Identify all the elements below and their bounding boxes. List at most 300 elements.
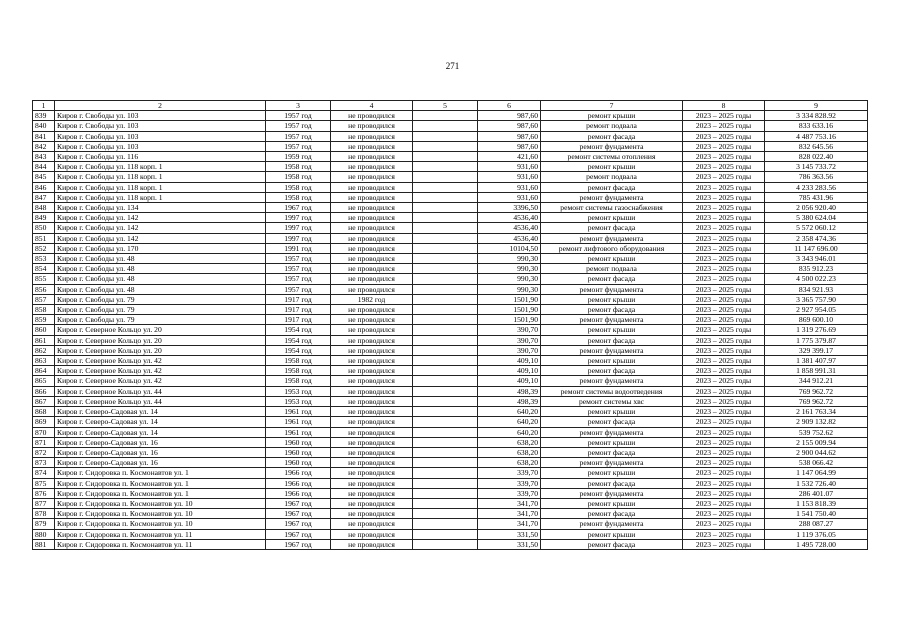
area-cell: 390,70	[478, 345, 541, 355]
period-cell: 2023 – 2025 годы	[683, 539, 765, 549]
last-repair-cell: не проводился	[331, 325, 413, 335]
row-number: 873	[33, 458, 55, 468]
build-year-cell: 1917 год	[266, 305, 331, 315]
work-type-cell: ремонт фасада	[541, 509, 683, 519]
work-type-cell: ремонт фасада	[541, 223, 683, 233]
build-year-cell: 1991 год	[266, 243, 331, 253]
work-type-cell: ремонт фундамента	[541, 141, 683, 151]
cost-cell: 3 343 946.01	[765, 254, 868, 264]
address-cell: Киров г. Свободы ул. 142	[55, 233, 266, 243]
header-row	[33, 101, 868, 111]
last-repair-cell: не проводился	[331, 366, 413, 376]
cost-cell: 2 900 044.62	[765, 447, 868, 457]
area-cell: 10104,50	[478, 243, 541, 253]
area-cell: 341,70	[478, 498, 541, 508]
work-type-cell: ремонт фасада	[541, 539, 683, 549]
area-cell: 390,70	[478, 325, 541, 335]
column-5-cell	[413, 223, 478, 233]
cost-cell: 288 087.27	[765, 519, 868, 529]
last-repair-cell: не проводился	[331, 539, 413, 549]
cost-cell: 4 500 022.23	[765, 274, 868, 284]
build-year-cell: 1917 год	[266, 315, 331, 325]
area-cell: 421,60	[478, 152, 541, 162]
area-cell: 931,60	[478, 192, 541, 202]
table-row	[33, 458, 868, 468]
work-type-cell: ремонт фасада	[541, 274, 683, 284]
build-year-cell: 1966 год	[266, 488, 331, 498]
column-5-cell	[413, 468, 478, 478]
table-row	[33, 396, 868, 406]
period-cell: 2023 – 2025 годы	[683, 274, 765, 284]
period-cell: 2023 – 2025 годы	[683, 447, 765, 457]
last-repair-cell: не проводился	[331, 111, 413, 121]
last-repair-cell: не проводился	[331, 427, 413, 437]
work-type-cell: ремонт крыши	[541, 325, 683, 335]
row-number: 881	[33, 539, 55, 549]
work-type-cell: ремонт фундамента	[541, 427, 683, 437]
period-cell: 2023 – 2025 годы	[683, 203, 765, 213]
area-cell: 640,20	[478, 417, 541, 427]
address-cell: Киров г. Свободы ул. 118 корп. 1	[55, 172, 266, 182]
period-cell: 2023 – 2025 годы	[683, 141, 765, 151]
work-type-cell: ремонт фасада	[541, 305, 683, 315]
cost-cell: 538 066.42	[765, 458, 868, 468]
table-row	[33, 264, 868, 274]
period-cell: 2023 – 2025 годы	[683, 152, 765, 162]
column-5-cell	[413, 203, 478, 213]
column-5-cell	[413, 182, 478, 192]
period-cell: 2023 – 2025 годы	[683, 121, 765, 131]
column-5-cell	[413, 437, 478, 447]
address-cell: Киров г. Северное Кольцо ул. 44	[55, 396, 266, 406]
table-row	[33, 294, 868, 304]
build-year-cell: 1953 год	[266, 386, 331, 396]
build-year-cell: 1957 год	[266, 131, 331, 141]
column-5-cell	[413, 121, 478, 131]
last-repair-cell: не проводился	[331, 264, 413, 274]
column-5-cell	[413, 386, 478, 396]
work-type-cell: ремонт крыши	[541, 468, 683, 478]
work-type-cell: ремонт крыши	[541, 529, 683, 539]
work-type-cell: ремонт крыши	[541, 407, 683, 417]
cost-cell: 1 775 379.87	[765, 335, 868, 345]
work-type-cell: ремонт фасада	[541, 417, 683, 427]
header-col-3: 3	[266, 101, 331, 111]
table-row	[33, 284, 868, 294]
address-cell: Киров г. Свободы ул. 118 корп. 1	[55, 162, 266, 172]
column-5-cell	[413, 141, 478, 151]
last-repair-cell: не проводился	[331, 488, 413, 498]
cost-cell: 1 858 991.31	[765, 366, 868, 376]
period-cell: 2023 – 2025 годы	[683, 305, 765, 315]
area-cell: 409,10	[478, 366, 541, 376]
last-repair-cell: не проводился	[331, 254, 413, 264]
area-cell: 638,20	[478, 447, 541, 457]
last-repair-cell: не проводился	[331, 417, 413, 427]
cost-cell: 3 365 757.90	[765, 294, 868, 304]
work-type-cell: ремонт крыши	[541, 111, 683, 121]
row-number: 872	[33, 447, 55, 457]
last-repair-cell: не проводился	[331, 529, 413, 539]
table-row	[33, 213, 868, 223]
area-cell: 640,20	[478, 427, 541, 437]
address-cell: Киров г. Свободы ул. 48	[55, 254, 266, 264]
table-row	[33, 162, 868, 172]
column-5-cell	[413, 254, 478, 264]
row-number: 861	[33, 335, 55, 345]
area-cell: 498,39	[478, 396, 541, 406]
row-number: 863	[33, 356, 55, 366]
last-repair-cell: не проводился	[331, 274, 413, 284]
work-type-cell: ремонт фундамента	[541, 284, 683, 294]
work-type-cell: ремонт фасада	[541, 131, 683, 141]
address-cell: Киров г. Свободы ул. 170	[55, 243, 266, 253]
header-col-9: 9	[765, 101, 868, 111]
table-row	[33, 152, 868, 162]
period-cell: 2023 – 2025 годы	[683, 509, 765, 519]
table-row	[33, 335, 868, 345]
cost-cell: 769 962.72	[765, 396, 868, 406]
row-number: 880	[33, 529, 55, 539]
table-row	[33, 121, 868, 131]
area-cell: 638,20	[478, 437, 541, 447]
address-cell: Киров г. Сидоровка п. Космонавтов ул. 10	[55, 498, 266, 508]
last-repair-cell: не проводился	[331, 284, 413, 294]
address-cell: Киров г. Сидоровка п. Космонавтов ул. 1	[55, 478, 266, 488]
address-cell: Киров г. Северо-Садовая ул. 16	[55, 447, 266, 457]
address-cell: Киров г. Свободы ул. 142	[55, 223, 266, 233]
table-row	[33, 345, 868, 355]
column-5-cell	[413, 213, 478, 223]
cost-cell: 1 153 818.39	[765, 498, 868, 508]
period-cell: 2023 – 2025 годы	[683, 254, 765, 264]
cost-cell: 869 600.10	[765, 315, 868, 325]
page-number: 271	[445, 61, 460, 71]
column-5-cell	[413, 498, 478, 508]
cost-cell: 3 145 733.72	[765, 162, 868, 172]
table-row	[33, 141, 868, 151]
table-row	[33, 315, 868, 325]
column-5-cell	[413, 509, 478, 519]
area-cell: 931,60	[478, 182, 541, 192]
address-cell: Киров г. Свободы ул. 79	[55, 294, 266, 304]
address-cell: Киров г. Свободы ул. 79	[55, 315, 266, 325]
area-cell: 341,70	[478, 519, 541, 529]
area-cell: 1501,90	[478, 294, 541, 304]
period-cell: 2023 – 2025 годы	[683, 284, 765, 294]
row-number: 839	[33, 111, 55, 121]
work-type-cell: ремонт крыши	[541, 254, 683, 264]
address-cell: Киров г. Свободы ул. 103	[55, 141, 266, 151]
build-year-cell: 1958 год	[266, 172, 331, 182]
column-5-cell	[413, 325, 478, 335]
build-year-cell: 1960 год	[266, 437, 331, 447]
work-type-cell: ремонт фасада	[541, 182, 683, 192]
period-cell: 2023 – 2025 годы	[683, 356, 765, 366]
area-cell: 409,10	[478, 376, 541, 386]
work-type-cell: ремонт подвала	[541, 172, 683, 182]
area-cell: 498,39	[478, 386, 541, 396]
last-repair-cell: не проводился	[331, 162, 413, 172]
last-repair-cell: не проводился	[331, 498, 413, 508]
work-type-cell: ремонт крыши	[541, 162, 683, 172]
cost-cell: 5 380 624.04	[765, 213, 868, 223]
cost-cell: 11 147 696.00	[765, 243, 868, 253]
build-year-cell: 1960 год	[266, 447, 331, 457]
address-cell: Киров г. Свободы ул. 118 корп. 1	[55, 192, 266, 202]
cost-cell: 835 912.23	[765, 264, 868, 274]
period-cell: 2023 – 2025 годы	[683, 407, 765, 417]
build-year-cell: 1967 год	[266, 203, 331, 213]
table-row	[33, 447, 868, 457]
build-year-cell: 1961 год	[266, 407, 331, 417]
cost-cell: 5 572 060.12	[765, 223, 868, 233]
row-number: 870	[33, 427, 55, 437]
last-repair-cell: не проводился	[331, 213, 413, 223]
table-row	[33, 223, 868, 233]
table-row	[33, 274, 868, 284]
table-row	[33, 376, 868, 386]
build-year-cell: 1967 год	[266, 509, 331, 519]
work-type-cell: ремонт системы отопления	[541, 152, 683, 162]
period-cell: 2023 – 2025 годы	[683, 162, 765, 172]
area-cell: 390,70	[478, 335, 541, 345]
table-row	[33, 437, 868, 447]
build-year-cell: 1957 год	[266, 111, 331, 121]
area-cell: 987,60	[478, 141, 541, 151]
period-cell: 2023 – 2025 годы	[683, 233, 765, 243]
period-cell: 2023 – 2025 годы	[683, 111, 765, 121]
cost-cell: 539 752.62	[765, 427, 868, 437]
build-year-cell: 1966 год	[266, 468, 331, 478]
last-repair-cell: не проводился	[331, 152, 413, 162]
header-col-7: 7	[541, 101, 683, 111]
last-repair-cell: не проводился	[331, 345, 413, 355]
build-year-cell: 1958 год	[266, 162, 331, 172]
column-5-cell	[413, 366, 478, 376]
period-cell: 2023 – 2025 годы	[683, 192, 765, 202]
work-type-cell: ремонт лифтового оборудования	[541, 243, 683, 253]
row-number: 867	[33, 396, 55, 406]
period-cell: 2023 – 2025 годы	[683, 325, 765, 335]
cost-cell: 1 381 407.97	[765, 356, 868, 366]
column-5-cell	[413, 274, 478, 284]
cost-cell: 2 161 763.34	[765, 407, 868, 417]
row-number: 865	[33, 376, 55, 386]
period-cell: 2023 – 2025 годы	[683, 264, 765, 274]
row-number: 853	[33, 254, 55, 264]
work-type-cell: ремонт подвала	[541, 264, 683, 274]
header-col-5: 5	[413, 101, 478, 111]
column-5-cell	[413, 315, 478, 325]
period-cell: 2023 – 2025 годы	[683, 335, 765, 345]
period-cell: 2023 – 2025 годы	[683, 294, 765, 304]
table-row	[33, 243, 868, 253]
period-cell: 2023 – 2025 годы	[683, 468, 765, 478]
cost-cell: 1 495 728.00	[765, 539, 868, 549]
work-type-cell: ремонт крыши	[541, 294, 683, 304]
row-number: 855	[33, 274, 55, 284]
row-number: 869	[33, 417, 55, 427]
last-repair-cell: не проводился	[331, 447, 413, 457]
address-cell: Киров г. Свободы ул. 103	[55, 111, 266, 121]
build-year-cell: 1917 год	[266, 294, 331, 304]
cost-cell: 1 319 276.69	[765, 325, 868, 335]
table-row	[33, 233, 868, 243]
last-repair-cell: не проводился	[331, 376, 413, 386]
area-cell: 987,60	[478, 111, 541, 121]
cost-cell: 1 532 726.40	[765, 478, 868, 488]
column-5-cell	[413, 192, 478, 202]
address-cell: Киров г. Северное Кольцо ул. 42	[55, 376, 266, 386]
column-5-cell	[413, 172, 478, 182]
area-cell: 1501,90	[478, 315, 541, 325]
last-repair-cell: не проводился	[331, 437, 413, 447]
build-year-cell: 1958 год	[266, 366, 331, 376]
column-5-cell	[413, 284, 478, 294]
build-year-cell: 1967 год	[266, 498, 331, 508]
build-year-cell: 1954 год	[266, 325, 331, 335]
cost-cell: 2 909 132.82	[765, 417, 868, 427]
last-repair-cell: не проводился	[331, 223, 413, 233]
area-cell: 990,30	[478, 254, 541, 264]
address-cell: Киров г. Сидоровка п. Космонавтов ул. 11	[55, 529, 266, 539]
row-number: 857	[33, 294, 55, 304]
work-type-cell: ремонт фасада	[541, 447, 683, 457]
period-cell: 2023 – 2025 годы	[683, 213, 765, 223]
last-repair-cell: не проводился	[331, 131, 413, 141]
build-year-cell: 1957 год	[266, 141, 331, 151]
address-cell: Киров г. Северо-Садовая ул. 14	[55, 427, 266, 437]
last-repair-cell: 1982 год	[331, 294, 413, 304]
column-5-cell	[413, 162, 478, 172]
build-year-cell: 1997 год	[266, 223, 331, 233]
table-row	[33, 529, 868, 539]
area-cell: 990,30	[478, 274, 541, 284]
period-cell: 2023 – 2025 годы	[683, 498, 765, 508]
row-number: 841	[33, 131, 55, 141]
work-type-cell: ремонт крыши	[541, 437, 683, 447]
period-cell: 2023 – 2025 годы	[683, 243, 765, 253]
build-year-cell: 1997 год	[266, 213, 331, 223]
build-year-cell: 1954 год	[266, 345, 331, 355]
cost-cell: 4 487 753.16	[765, 131, 868, 141]
area-cell: 987,60	[478, 131, 541, 141]
table-row	[33, 172, 868, 182]
build-year-cell: 1957 год	[266, 284, 331, 294]
column-5-cell	[413, 417, 478, 427]
header-col-2: 2	[55, 101, 266, 111]
address-cell: Киров г. Северо-Садовая ул. 14	[55, 407, 266, 417]
row-number: 878	[33, 509, 55, 519]
table-row	[33, 386, 868, 396]
area-cell: 990,30	[478, 264, 541, 274]
build-year-cell: 1961 год	[266, 417, 331, 427]
work-type-cell: ремонт крыши	[541, 498, 683, 508]
column-5-cell	[413, 345, 478, 355]
work-type-cell: ремонт фундамента	[541, 192, 683, 202]
build-year-cell: 1966 год	[266, 478, 331, 488]
column-5-cell	[413, 519, 478, 529]
address-cell: Киров г. Свободы ул. 142	[55, 213, 266, 223]
column-5-cell	[413, 427, 478, 437]
row-number: 847	[33, 192, 55, 202]
build-year-cell: 1958 год	[266, 192, 331, 202]
row-number: 845	[33, 172, 55, 182]
last-repair-cell: не проводился	[331, 509, 413, 519]
work-type-cell: ремонт фундамента	[541, 315, 683, 325]
row-number: 858	[33, 305, 55, 315]
area-cell: 4536,40	[478, 213, 541, 223]
area-cell: 331,50	[478, 539, 541, 549]
last-repair-cell: не проводился	[331, 519, 413, 529]
build-year-cell: 1957 год	[266, 121, 331, 131]
work-type-cell: ремонт системы газоснабжения	[541, 203, 683, 213]
table-row	[33, 417, 868, 427]
period-cell: 2023 – 2025 годы	[683, 376, 765, 386]
address-cell: Киров г. Сидоровка п. Космонавтов ул. 1	[55, 468, 266, 478]
table-row	[33, 407, 868, 417]
area-cell: 3396,50	[478, 203, 541, 213]
address-cell: Киров г. Северное Кольцо ул. 42	[55, 366, 266, 376]
area-cell: 640,20	[478, 407, 541, 417]
column-5-cell	[413, 529, 478, 539]
address-cell: Киров г. Северное Кольцо ул. 42	[55, 356, 266, 366]
period-cell: 2023 – 2025 годы	[683, 315, 765, 325]
area-cell: 990,30	[478, 284, 541, 294]
last-repair-cell: не проводился	[331, 407, 413, 417]
row-number: 862	[33, 345, 55, 355]
period-cell: 2023 – 2025 годы	[683, 182, 765, 192]
build-year-cell: 1957 год	[266, 264, 331, 274]
column-5-cell	[413, 233, 478, 243]
cost-cell: 1 119 376.05	[765, 529, 868, 539]
last-repair-cell: не проводился	[331, 182, 413, 192]
address-cell: Киров г. Свободы ул. 103	[55, 121, 266, 131]
table-row	[33, 192, 868, 202]
work-type-cell: ремонт фундамента	[541, 376, 683, 386]
column-5-cell	[413, 243, 478, 253]
table-row	[33, 539, 868, 549]
address-cell: Киров г. Свободы ул. 48	[55, 274, 266, 284]
table-body	[33, 111, 868, 550]
area-cell: 339,70	[478, 478, 541, 488]
area-cell: 931,60	[478, 172, 541, 182]
last-repair-cell: не проводился	[331, 356, 413, 366]
last-repair-cell: не проводился	[331, 233, 413, 243]
address-cell: Киров г. Северное Кольцо ул. 20	[55, 345, 266, 355]
work-type-cell: ремонт фундамента	[541, 488, 683, 498]
table-row	[33, 131, 868, 141]
cost-cell: 832 645.56	[765, 141, 868, 151]
cost-cell: 1 541 750.40	[765, 509, 868, 519]
column-5-cell	[413, 264, 478, 274]
build-year-cell: 1958 год	[266, 356, 331, 366]
address-cell: Киров г. Свободы ул. 48	[55, 284, 266, 294]
work-type-cell: ремонт системы водоотведения	[541, 386, 683, 396]
last-repair-cell: не проводился	[331, 141, 413, 151]
area-cell: 331,50	[478, 529, 541, 539]
header-col-4: 4	[331, 101, 413, 111]
cost-cell: 785 431.96	[765, 192, 868, 202]
table-row	[33, 488, 868, 498]
area-cell: 4536,40	[478, 233, 541, 243]
work-type-cell: ремонт фасада	[541, 335, 683, 345]
table-row	[33, 325, 868, 335]
row-number: 856	[33, 284, 55, 294]
cost-cell: 834 921.93	[765, 284, 868, 294]
last-repair-cell: не проводился	[331, 243, 413, 253]
